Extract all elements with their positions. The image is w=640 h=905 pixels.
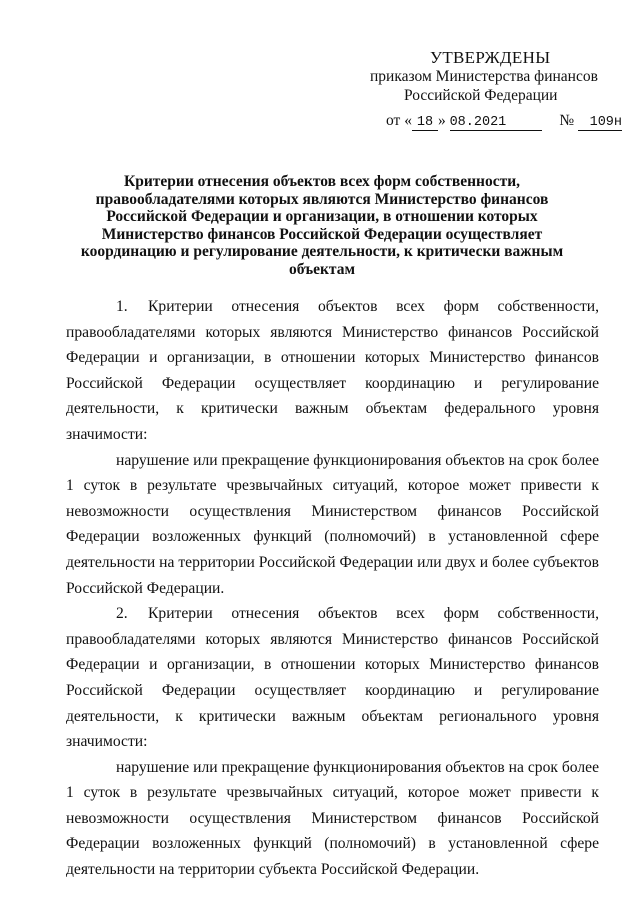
date-month-year: 08.2021 [450,115,542,131]
date-day: 18 [412,115,438,131]
section-1-number: 1. [116,298,128,315]
approval-date-row [360,111,620,131]
document-body [66,294,599,883]
section-2-text: Критерии отнесения объектов всех форм собственности, правообладателями которых являются Министерство финансов Российской Федерации и организации, в отношении которых Министерство финансов Российской Федерации осуществляет координацию и регулирование деятельности, к критически важным объектам регионального уровня значимости: [66,605,599,751]
approval-block [360,48,620,131]
section-2-number: 2. [116,605,128,623]
approval-order-line: приказом Министерства финансов [370,68,598,85]
section-1-text: Критерии отнесения объектов всех форм собственности, правообладателями которых являются Министерство финансов Российской Федерации и организации, в отношении которых Министерство финансов Российской Федерации осуществляет координацию и регулирование деятельности, к критически важным объектам федерального уровня значимости: [66,298,599,443]
section-1-criterion: нарушение или прекращение функционирования объектов на срок более 1 суток в результате чрезвычайных ситуаций, которое может привести к невозможности осуществления Министерством финансов Российской Федерации возложенных функций (полномочий) в установленной сфере деятельности на территории Российской Федерации или двух и более субъектов Российской Федерации. [66,451,599,597]
approval-country-line: Российской Федерации [404,87,558,104]
approval-heading: УТВЕРЖДЕНЫ [430,48,551,67]
section-1 [66,294,599,448]
section-2-criterion: нарушение или прекращение функционирования объектов на срок более 1 суток в результате чрезвычайных ситуаций, которое может привести к невозможности осуществления Министерством финансов Российской Федерации возложенных функций (полномочий) в установленной сфере деятельности на территории субъекта Российской Федерации. [66,758,599,879]
date-prefix: от « [386,112,412,129]
date-mid: » [437,112,450,129]
number-sign: № [559,112,575,129]
section-2 [66,601,599,755]
order-number: 109н [578,115,622,131]
document-title: Критерии отнесения объектов всех форм собственности, правообладателями которых являются Министерство финансов Российской Федерации и организации, в отношении которых Министерство финансов Российской Федерации осуществляет координацию и регулирование деятельности, к критически важным объектам [80,173,564,278]
